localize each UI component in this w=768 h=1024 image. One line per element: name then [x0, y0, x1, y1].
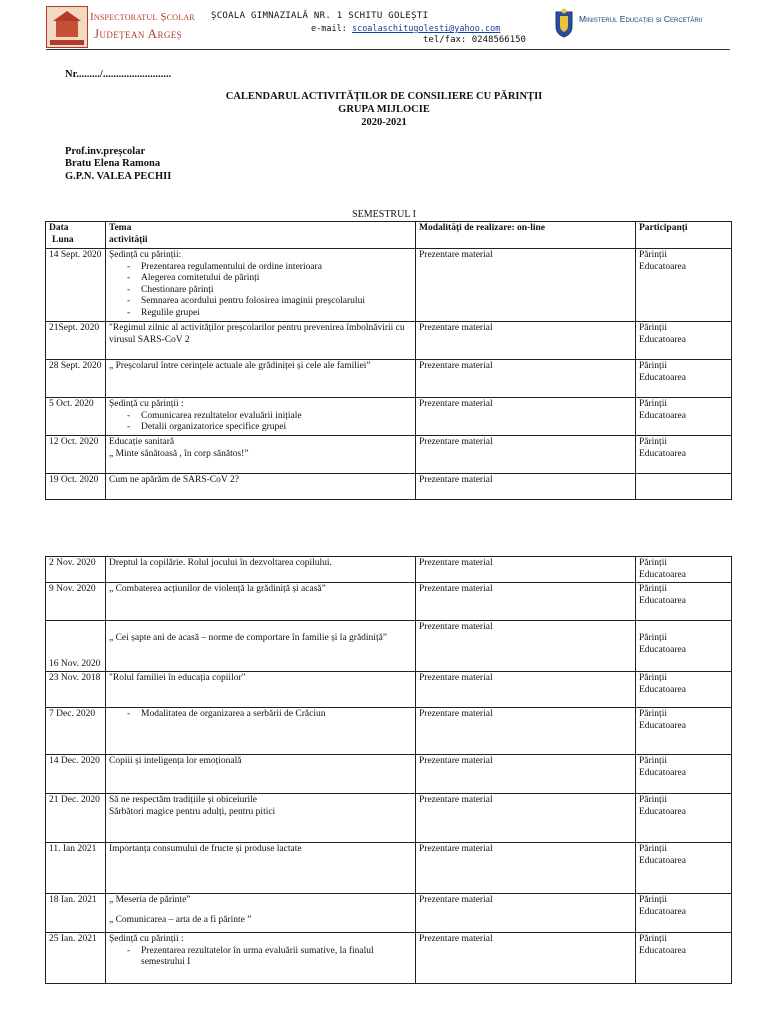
cell-participants: Părinții Educatoarea — [636, 933, 732, 984]
cell-participants: Părinții Educatoarea — [636, 322, 732, 360]
table-row — [46, 708, 732, 755]
cell-mode: Prezentare material — [416, 621, 636, 672]
school-name: ȘCOALA GIMNAZIALĂ NR. 1 SCHITU GOLEȘTI — [211, 11, 429, 21]
column-header-mode: Modalități de realizare: on-line — [416, 222, 636, 249]
cell-mode: Prezentare material — [416, 708, 636, 755]
cell-topic: Ședință cu părinții: - Prezentarea regulamentului de ordine interioara - Alegerea comitetului de părinți - Chestionare părinți - Semnarea acordului pentru folosirea imaginii preșcolarului - Regulile grupei — [106, 249, 416, 322]
cell-topic: Ședință cu părinții : - Prezentarea rezultatelor în urma evaluării sumative, la finalul semestrului I — [106, 933, 416, 984]
cell-topic: Cum ne apărăm de SARS-CoV 2? — [106, 474, 416, 500]
column-header-topic: Tema activității — [106, 222, 416, 249]
list-item: - Chestionare părinți — [141, 285, 412, 297]
cell-mode: Prezentare material — [416, 933, 636, 984]
isj-name-line1: Inspectoratul Școlar — [90, 11, 195, 23]
cell-mode: Prezentare material — [416, 249, 636, 322]
table-row — [46, 672, 732, 708]
table-row — [46, 436, 732, 474]
cell-topic: Educație sanitară „ Minte sănătoasă , în corp sănătos!” — [106, 436, 416, 474]
cell-participants: Părinții Educatoarea — [636, 794, 732, 843]
table-row — [46, 360, 732, 398]
cell-date: 25 Ian. 2021 — [46, 933, 106, 984]
cell-mode: Prezentare material — [416, 894, 636, 933]
cell-participants: Părinții Educatoarea — [636, 398, 732, 436]
table-header-row — [46, 222, 732, 249]
list-item: - Comunicarea rezultatelor evaluării inițiale — [141, 411, 412, 423]
table-row — [46, 794, 732, 843]
teacher-name: Bratu Elena Ramona — [65, 158, 161, 169]
table-row — [46, 583, 732, 621]
cell-date: 14 Dec. 2020 — [46, 755, 106, 794]
cell-mode: Prezentare material — [416, 322, 636, 360]
school-email — [311, 24, 500, 34]
cell-mode: Prezentare material — [416, 583, 636, 621]
cell-mode: Prezentare material — [416, 794, 636, 843]
topic-list — [109, 946, 412, 969]
activities-table-continued — [45, 556, 732, 984]
table-row — [46, 894, 732, 933]
cell-mode: Prezentare material — [416, 843, 636, 894]
teacher-role: Prof.inv.preșcolar — [65, 146, 146, 157]
cell-mode: Prezentare material — [416, 360, 636, 398]
isj-name-line2: Județean Argeș — [94, 26, 183, 41]
cell-date: 23 Nov. 2018 — [46, 672, 106, 708]
table-row — [46, 557, 732, 583]
school-year: 2020-2021 — [361, 117, 407, 128]
cell-participants: Părinții Educatoarea — [636, 557, 732, 583]
cell-topic: „ Combaterea acțiunilor de violență la grădiniță și acasă” — [106, 583, 416, 621]
cell-mode: Prezentare material — [416, 557, 636, 583]
cell-mode: Prezentare material — [416, 755, 636, 794]
school-phone: tel/fax: 0248566150 — [423, 35, 526, 45]
cell-date: 18 Ian. 2021 — [46, 894, 106, 933]
list-item: - Regulile grupei — [141, 308, 412, 320]
cell-topic — [106, 708, 416, 755]
table-row — [46, 249, 732, 322]
cell-date: 21Sept. 2020 — [46, 322, 106, 360]
table-row — [46, 843, 732, 894]
cell-participants: Părinții Educatoarea — [636, 755, 732, 794]
cell-topic: Importanța consumului de fructe și produse lactate — [106, 843, 416, 894]
group-name: GRUPA MIJLOCIE — [338, 104, 430, 115]
isj-logo — [46, 6, 88, 48]
cell-topic: "Rolul familiei în educația copiilor" — [106, 672, 416, 708]
topic-list — [109, 411, 412, 434]
cell-mode: Prezentare material — [416, 474, 636, 500]
cell-date: 7 Dec. 2020 — [46, 708, 106, 755]
cell-topic: Dreptul la copilărie. Rolul jocului în dezvoltarea copilului. — [106, 557, 416, 583]
cell-date: 16 Nov. 2020 — [46, 621, 106, 672]
topic-list — [109, 262, 412, 320]
list-item: - Prezentarea rezultatelor în urma evaluării sumative, la finalul semestrului I — [141, 946, 412, 969]
cell-date: 9 Nov. 2020 — [46, 583, 106, 621]
table-row — [46, 474, 732, 500]
cell-date: 14 Sept. 2020 — [46, 249, 106, 322]
table-row — [46, 621, 732, 672]
kindergarten-name: G.P.N. VALEA PECHII — [65, 171, 172, 182]
cell-date: 12 Oct. 2020 — [46, 436, 106, 474]
list-item: - Modalitatea de organizarea a serbării de Crăciun — [141, 709, 412, 721]
list-item: - Alegerea comitetului de părinți — [141, 273, 412, 285]
cell-mode: Prezentare material — [416, 672, 636, 708]
registration-number: Nr........./.......................... — [65, 69, 172, 80]
cell-topic: „ Meseria de părinte” „ Comunicarea – arta de a fi părinte ” — [106, 894, 416, 933]
cell-participants: Părinții Educatoarea — [636, 708, 732, 755]
cell-date: 2 Nov. 2020 — [46, 557, 106, 583]
column-header-participants: Participanți — [636, 222, 732, 249]
list-item: - Prezentarea regulamentului de ordine interioara — [141, 262, 412, 274]
cell-participants: Părinții Educatoarea — [636, 672, 732, 708]
document-title: CALENDARUL ACTIVITĂȚILOR DE CONSILIERE CU PĂRINȚII — [225, 91, 543, 102]
cell-date: 19 Oct. 2020 — [46, 474, 106, 500]
cell-mode: Prezentare material — [416, 436, 636, 474]
list-item: - Detalii organizatorice specifice grupei — [141, 422, 412, 434]
cell-topic: "Regimul zilnic al activităților preșcolarilor pentru prevenirea îmbolnăvirii cu virusul SARS-CoV 2 — [106, 322, 416, 360]
activities-table — [45, 221, 732, 500]
cell-participants: Părinții Educatoarea — [636, 894, 732, 933]
cell-participants: Părinții Educatoarea — [636, 621, 732, 672]
column-header-date: Data Luna — [46, 222, 106, 249]
cell-date: 21 Dec. 2020 — [46, 794, 106, 843]
cell-topic: Ședință cu părinții : - Comunicarea rezultatelor evaluării inițiale - Detalii organizatorice specifice grupei — [106, 398, 416, 436]
table-row — [46, 322, 732, 360]
semester-label: SEMESTRUL I — [352, 209, 416, 220]
cell-topic: „ Preșcolarul între cerințele actuale ale grădiniței și cele ale familiei” — [106, 360, 416, 398]
table-row — [46, 398, 732, 436]
cell-participants: Părinții Educatoarea — [636, 843, 732, 894]
cell-topic: Să ne respectăm tradițiile și obiceiurile Sărbători magice pentru adulți, pentru pitici — [106, 794, 416, 843]
ministry-name: Ministerul Educației și Cercetării — [579, 14, 702, 24]
header-divider — [46, 49, 730, 50]
cell-topic: „ Cei șapte ani de acasă – norme de comportare în familie și la grădiniță” — [106, 621, 416, 672]
cell-date: 11. Ian 2021 — [46, 843, 106, 894]
cell-participants: Părinții Educatoarea — [636, 360, 732, 398]
email-label: e-mail: — [311, 24, 347, 34]
cell-mode: Prezentare material — [416, 398, 636, 436]
email-link[interactable]: scoalaschitugolesti@yahoo.com — [351, 24, 501, 34]
cell-participants: Părinții Educatoarea — [636, 436, 732, 474]
coat-of-arms-icon — [554, 8, 574, 38]
cell-participants — [636, 474, 732, 500]
cell-topic: Copiii și inteligența lor emoțională — [106, 755, 416, 794]
topic-list — [109, 709, 412, 721]
table-row — [46, 755, 732, 794]
cell-participants: Părinții Educatoarea — [636, 583, 732, 621]
list-item: - Semnarea acordului pentru folosirea imaginii preșcolarului — [141, 296, 412, 308]
cell-participants: Părinții Educatoarea — [636, 249, 732, 322]
cell-date: 5 Oct. 2020 — [46, 398, 106, 436]
cell-date: 28 Sept. 2020 — [46, 360, 106, 398]
table-row — [46, 933, 732, 984]
